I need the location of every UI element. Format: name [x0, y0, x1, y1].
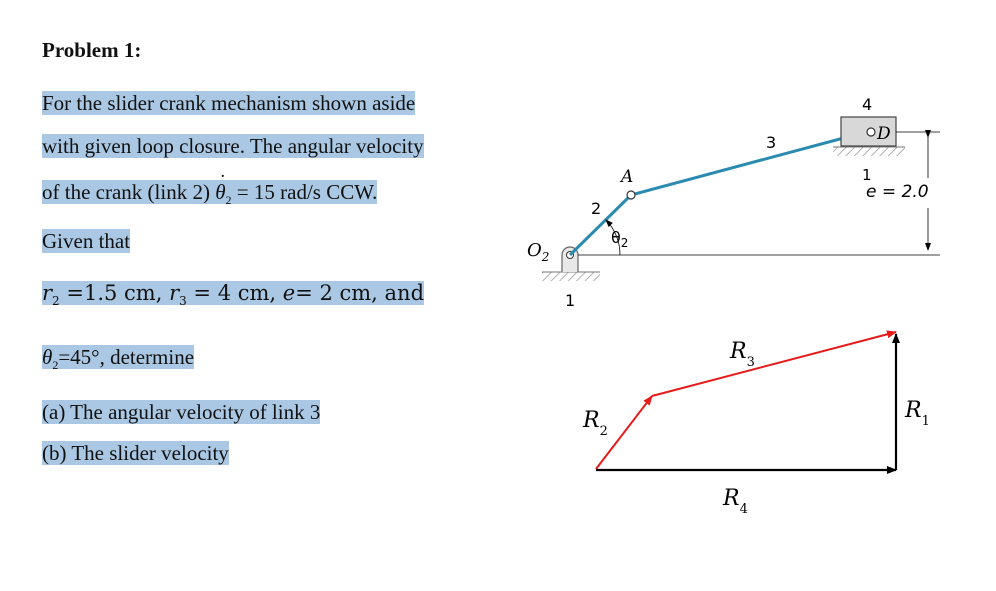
label-link1-left: 1 — [565, 291, 576, 310]
problem-line-4: Given that — [42, 229, 131, 253]
slider-block — [833, 117, 905, 156]
label-e: e = 2.0 — [866, 182, 929, 202]
label-link3: 3 — [766, 133, 777, 152]
theta-given-line: $\theta_2=45^\circ$, determine — [42, 345, 195, 373]
problem-line-2: with given loop closure. The angular velocity — [42, 134, 424, 158]
theta-dot-symbol: ˙ θ — [215, 180, 225, 205]
problem-line-1: For the slider crank mechanism shown aside — [42, 91, 416, 115]
part-a: (a) The angular velocity of link 3 — [42, 400, 321, 424]
label-link2: 2 — [591, 199, 602, 218]
label-a: A — [621, 167, 634, 187]
label-r2: $R_2$ — [583, 408, 608, 439]
vector-r3 — [652, 332, 896, 396]
label-theta2: $\theta_2$ — [611, 228, 629, 250]
label-r4: $R_4$ — [723, 486, 748, 517]
label-r1: $R_1$ — [905, 398, 930, 429]
label-link4: 4 — [862, 95, 873, 114]
problem-line-3: of the crank (link 2) ˙ $\theta_2 = 15$ rad/s CCW. — [42, 180, 377, 208]
label-d: D — [877, 124, 891, 144]
link-3 — [631, 132, 866, 195]
label-link1-right: 1 — [862, 166, 872, 184]
label-o2: $O_2$ — [527, 240, 550, 264]
label-r3: $R_3$ — [730, 339, 755, 370]
given-values-line: $r_2 =1.5$ cm, $r_3 = 4$ cm, e= 2 cm, and — [42, 281, 425, 309]
joint-a — [627, 191, 635, 199]
part-b: (b) The slider velocity — [42, 441, 229, 465]
problem-title: Problem 1: — [42, 38, 142, 62]
